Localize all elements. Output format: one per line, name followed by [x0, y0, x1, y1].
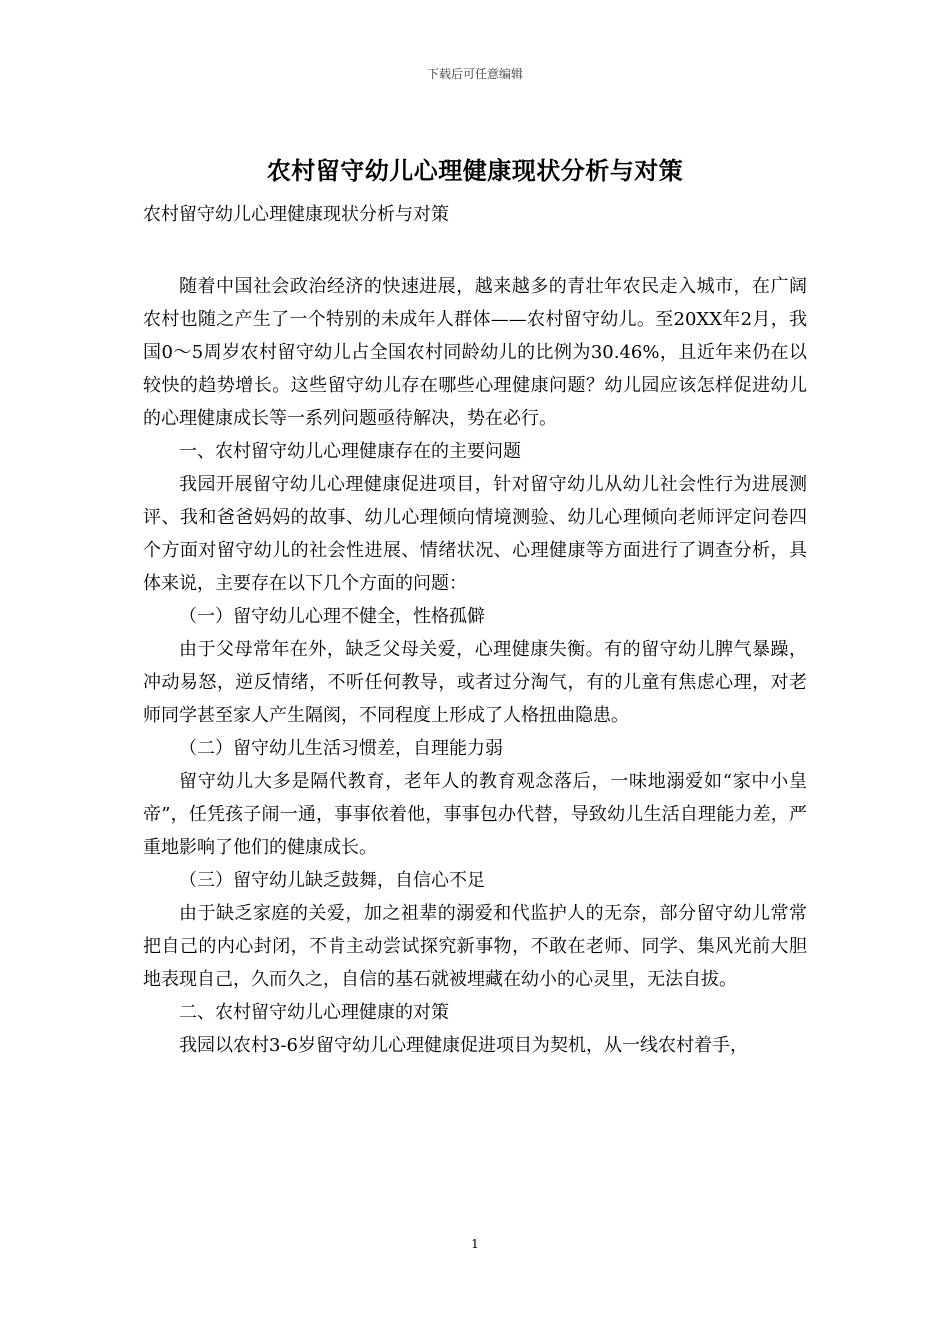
document-body [143, 270, 807, 1062]
subheading-habits: （二）留守幼儿生活习惯差，自理能力弱 [179, 738, 503, 759]
paragraph-psychology: 由于父母常年在外，缺乏父母关爱，心理健康失衡。有的留守幼儿脾气暴躁，冲动易怒，逆反情绪，不听任何教导，或者过分淘气，有的儿童有焦虑心理，对老师同学甚至家人产生隔阂，不同程度上形成了人格扭曲隐患。 [143, 639, 807, 726]
subheading-psychology: （一）留守幼儿心理不健全，性格孤僻 [179, 606, 485, 627]
document-subtitle: 农村留守幼儿心理健康现状分析与对策 [143, 204, 449, 225]
paragraph-confidence: 由于缺乏家庭的关爱，加之祖辈的溺爱和代监护人的无奈，部分留守幼儿常常把自己的内心封闭，不肯主动尝试探究新事物，不敢在老师、同学、集风光前大胆地表现自己，久而久之，自信的基石就被埋藏在幼小的心灵里，无法自拔。 [143, 903, 807, 990]
paragraph-survey: 我园开展留守幼儿心理健康促进项目，针对留守幼儿从幼儿社会性行为进展测评、我和爸爸妈妈的故事、幼儿心理倾向情境测验、幼儿心理倾向老师评定问卷四个方面对留守幼儿的社会性进展、情绪状况、心理健康等方面进行了调查分析，具体来说，主要存在以下几个方面的问题： [143, 474, 807, 594]
paragraph-intro: 随着中国社会政治经济的快速进展，越来越多的青壮年农民走入城市，在广阔农村也随之产生了一个特别的未成年人群体——农村留守幼儿。至20XX年2月，我国0～5周岁农村留守幼儿占全国农村同龄幼儿的比例为30.46%，且近年来仍在以较快的趋势增长。这些留守幼儿存在哪些心理健康问题？幼儿园应该怎样促进幼儿的心理健康成长等一系列问题亟待解决，势在必行。 [143, 276, 807, 429]
section-heading-countermeasures: 二、农村留守幼儿心理健康的对策 [179, 1002, 449, 1023]
subheading-confidence: （三）留守幼儿缺乏鼓舞，自信心不足 [179, 870, 485, 891]
page-header-note: 下载后可任意编辑 [426, 67, 523, 81]
paragraph-habits: 留守幼儿大多是隔代教育，老年人的教育观念落后，一味地溺爱如“家中小皇帝”，任凭孩子闹一通，事事依着他，事事包办代替，导致幼儿生活自理能力差，严重地影响了他们的健康成长。 [143, 771, 807, 858]
page-number: 1 [471, 1237, 479, 1251]
document-title: 农村留守幼儿心理健康现状分析与对策 [266, 156, 684, 185]
paragraph-countermeasures: 我园以农村3-6岁留守幼儿心理健康促进项目为契机，从一线农村着手， [179, 1035, 748, 1056]
section-heading-problems: 一、农村留守幼儿心理健康存在的主要问题 [179, 441, 521, 462]
